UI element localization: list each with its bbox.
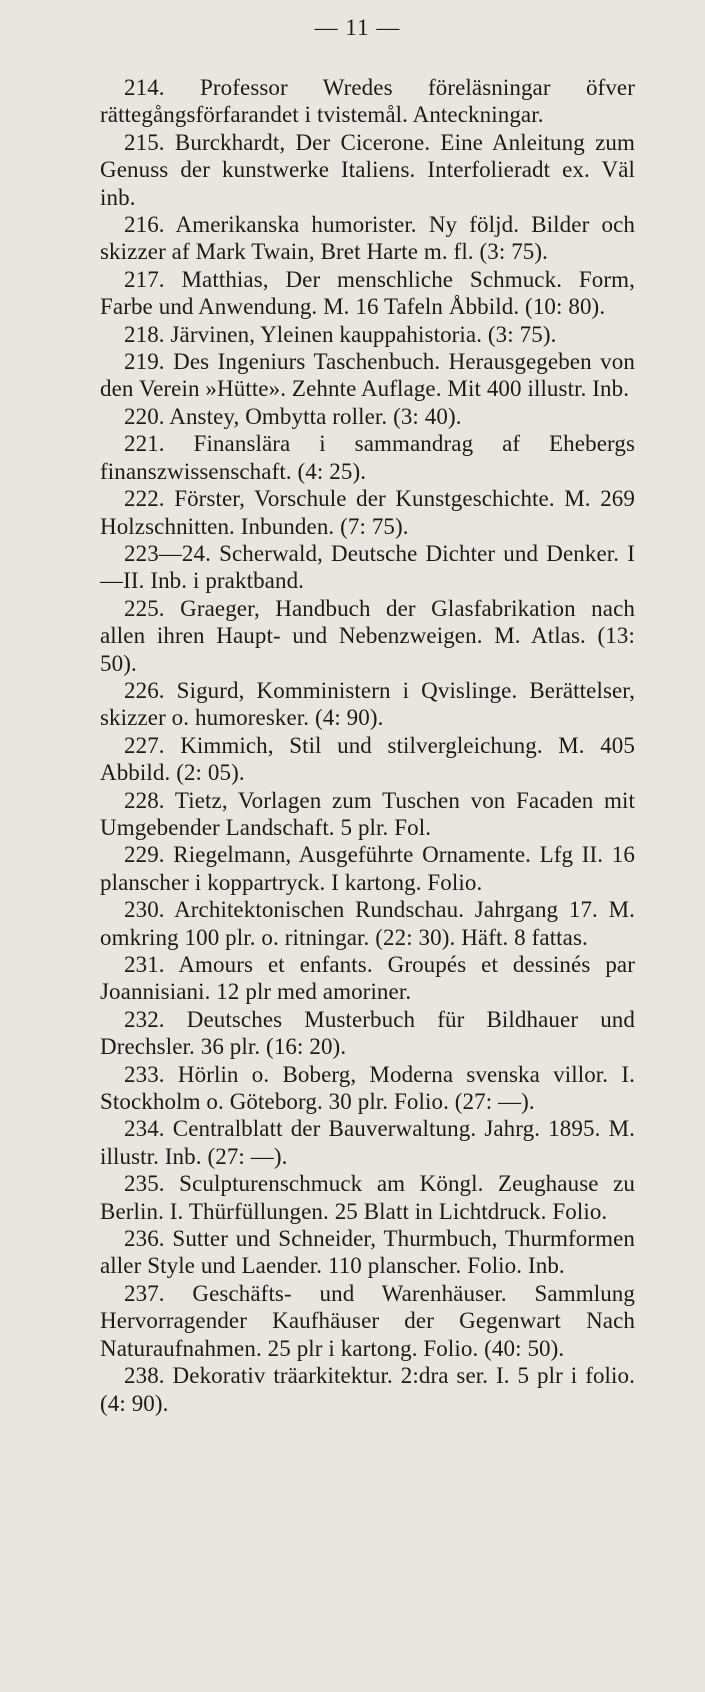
catalog-entry: 215. Burckhardt, Der Cicerone. Eine Anleitung zum Genuss der kunstwerke Italiens. Interfolieradt ex. Väl inb. bbox=[100, 129, 635, 210]
catalog-entry: 230. Architektonischen Rundschau. Jahrgang 17. M. omkring 100 plr. o. ritningar. (22: 30). Häft. 8 fattas. bbox=[100, 897, 635, 950]
catalog-entry: 228. Tietz, Vorlagen zum Tuschen von Facaden mit Umgebender Landschaft. 5 plr. Fol. bbox=[100, 787, 635, 840]
catalog-entry: 238. Dekorativ träarkitektur. 2:dra ser. I. 5 plr i folio. (4: 90). bbox=[100, 1363, 635, 1416]
catalog-entry: 214. Professor Wredes föreläsningar öfver rättegångsförfarandet i tvistemål. Anteckningar. bbox=[100, 75, 635, 128]
catalog-entry: 225. Graeger, Handbuch der Glasfabrikation nach allen ihren Haupt- und Nebenzweigen. M. Atlas. (13: 50). bbox=[100, 595, 635, 676]
catalog-entry: 234. Centralblatt der Bauverwaltung. Jahrg. 1895. M. illustr. Inb. (27: —). bbox=[100, 1116, 635, 1169]
catalog-entry: 232. Deutsches Musterbuch für Bildhauer und Drechsler. 36 plr. (16: 20). bbox=[100, 1006, 635, 1060]
entry-list bbox=[100, 74, 635, 1417]
page-number: — 11 — bbox=[314, 15, 401, 40]
catalog-entry: 233. Hörlin o. Boberg, Moderna svenska villor. I. Stockholm o. Göteborg. 30 plr. Folio. (27: —). bbox=[100, 1061, 635, 1115]
catalog-entry: 223—24. Scherwald, Deutsche Dichter und Denker. I—II. Inb. i praktband. bbox=[100, 540, 635, 594]
catalog-entry: 227. Kimmich, Stil und stilvergleichung. M. 405 Abbild. (2: 05). bbox=[100, 732, 635, 786]
catalog-entry: 229. Riegelmann, Ausgeführte Ornamente. Lfg II. 16 planscher i koppartryck. I kartong. Folio. bbox=[100, 842, 635, 895]
catalog-entry: 216. Amerikanska humorister. Ny följd. Bilder och skizzer af Mark Twain, Bret Harte m. fl. (3: 75). bbox=[100, 212, 635, 265]
catalog-entry: 231. Amours et enfants. Groupés et dessinés par Joannisiani. 12 plr med amoriner. bbox=[100, 952, 635, 1005]
catalog-entry: 217. Matthias, Der menschliche Schmuck. Form, Farbe und Anwendung. M. 16 Tafeln Åbbild. (10: 80). bbox=[100, 266, 635, 320]
catalog-entry: 235. Sculpturenschmuck am Köngl. Zeughause zu Berlin. I. Thürfüllungen. 25 Blatt in Lichtdruck. Folio. bbox=[100, 1171, 635, 1224]
catalog-entry: 219. Des Ingeniurs Taschenbuch. Herausgegeben von den Verein »Hütte». Zehnte Auflage. Mit 400 illustr. Inb. bbox=[100, 349, 635, 402]
catalog-entry: 220. Anstey, Ombytta roller. (3: 40). bbox=[124, 403, 462, 429]
catalog-entry: 218. Järvinen, Yleinen kauppahistoria. (3: 75). bbox=[124, 321, 557, 347]
catalog-entry: 222. Förster, Vorschule der Kunstgeschichte. M. 269 Holzschnitten. Inbunden. (7: 75). bbox=[100, 486, 635, 539]
catalog-entry: 226. Sigurd, Komministern i Qvislinge. Berättelser, skizzer o. humoresker. (4: 90). bbox=[100, 677, 635, 731]
catalog-entry: 237. Geschäfts- und Warenhäuser. Sammlung Hervorragender Kaufhäuser der Gegenwart Nach Naturaufnahmen. 25 plr i kartong. Folio. (40: 50). bbox=[100, 1280, 635, 1361]
catalog-entry: 221. Finanslära i sammandrag af Ehebergs finanszwissenschaft. (4: 25). bbox=[100, 431, 635, 484]
catalog-entry: 236. Sutter und Schneider, Thurmbuch, Thurmformen aller Style und Laender. 110 planscher. Folio. Inb. bbox=[100, 1226, 635, 1279]
